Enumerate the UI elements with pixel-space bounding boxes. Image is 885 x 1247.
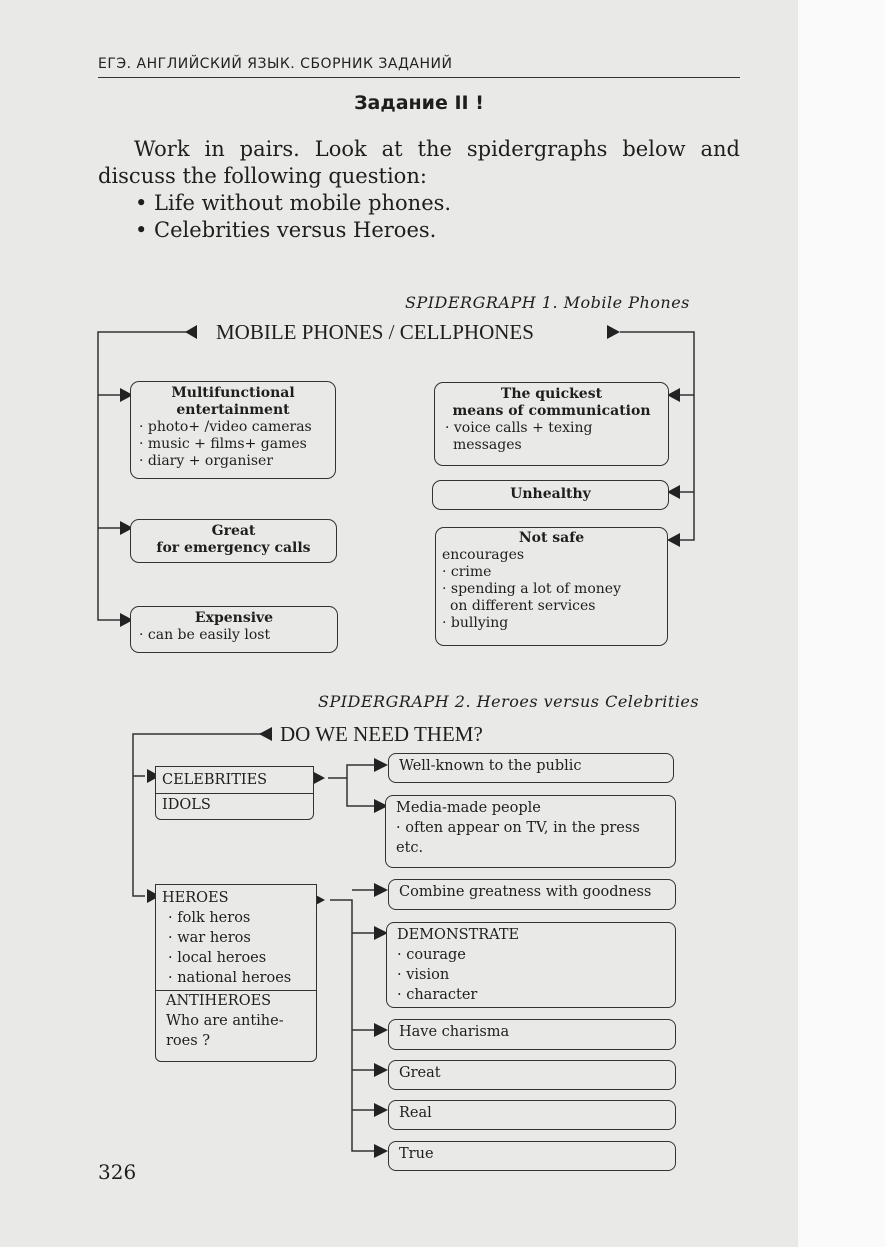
demonstrate-box [386,922,676,1008]
idols-label: IDOLS [162,797,211,813]
box-item: · courage [397,947,466,963]
box-title: Great [211,523,256,539]
running-header: ЕГЭ. АНГЛИЙСКИЙ ЯЗЫК. СБОРНИК ЗАДАНИЙ [98,56,453,72]
true-box: True [388,1141,676,1171]
antiheroes-label: ANTIHEROES [166,993,272,1009]
great-heroes-box: Great [388,1060,676,1090]
box-item: encourages [442,547,525,563]
box-title: for emergency calls [156,540,311,556]
box-title: entertainment [176,402,290,418]
spidergraph-2-title: DO WE NEED THEM? [280,722,483,746]
media-made-box [385,795,676,868]
celebrities-label: CELEBRITIES [156,767,313,794]
box-title: The quickest [500,386,603,402]
charisma-box: Have charisma [388,1019,676,1050]
box-item: · voice calls + texing [445,420,593,436]
antiheroes-question: roes ? [166,1033,211,1049]
celebrities-box [155,766,314,820]
box-item: · can be easily lost [139,627,271,643]
spidergraph-1-caption: SPIDERGRAPH 1. Mobile Phones [405,293,690,312]
box-title: Unhealthy [510,486,591,502]
combine-box: Combine greatness with goodness [388,879,676,910]
box-item: · spending a lot of money [442,581,621,597]
box-title: Multifunctional [171,385,295,401]
expensive-box [130,606,338,653]
box-item: · music + films+ games [139,436,307,452]
well-known-box: Well-known to the public [388,753,674,783]
bullet-item: • Celebrities versus Heroes. [135,218,437,242]
box-item: · diary + organiser [139,453,274,469]
box-title: DEMONSTRATE [397,927,520,943]
bullet-item: • Life without mobile phones. [135,191,452,215]
multifunctional-box [130,381,336,479]
box-item: · often appear on TV, in the press [396,820,640,836]
real-box: Real [388,1100,676,1130]
box-item: · character [397,987,478,1003]
great-box [130,519,337,563]
box-item: · vision [397,967,450,983]
not-safe-box [435,527,668,646]
box-item: · photo+ /video cameras [139,419,312,435]
spidergraph-2-caption: SPIDERGRAPH 2. Heroes versus Celebrities [318,692,700,711]
unhealthy-box [432,480,669,510]
heroes-label: HEROES [162,890,229,906]
hero-item: · local heroes [168,950,267,966]
task-title: Задание II ! [354,92,484,114]
hero-item: · national heroes [156,968,316,991]
quickest-box [434,382,669,466]
box-item: etc. [396,840,424,856]
spidergraph-1-title: MOBILE PHONES / CELLPHONES [216,320,534,344]
antiheroes-question: Who are antihe- [166,1013,284,1029]
hero-item: · war heros [168,930,251,946]
box-item: · crime [442,564,492,580]
page-number: 326 [98,1160,137,1184]
box-item: · bullying [442,615,509,631]
box-title: Not safe [518,530,585,546]
hero-item: · folk heros [168,910,251,926]
scan-margin [798,0,885,1247]
box-item: messages [453,437,522,453]
box-item: Media-made people [396,800,541,816]
box-title: Expensive [194,610,274,626]
box-item: on different services [450,598,596,614]
heroes-box [155,884,317,1062]
box-title: means of communication [452,403,651,419]
instructions-text: Work in pairs. Look at the spidergraphs below and discuss the following question: [98,137,740,188]
